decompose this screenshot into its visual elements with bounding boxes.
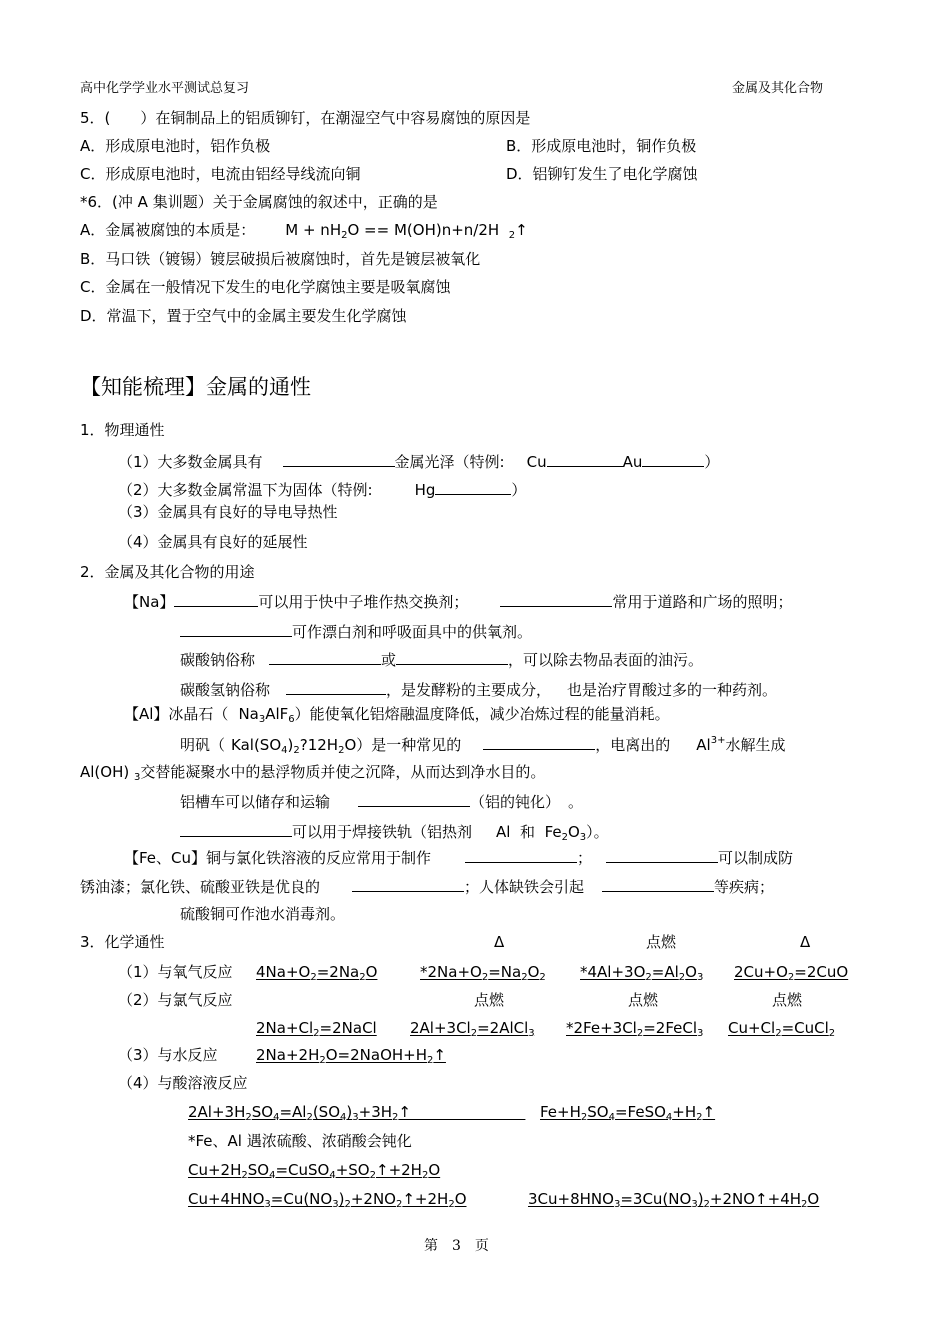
uses-fe-line-2: 锈油漆；氯化铁、硫酸亚铁是优良的 ；人体缺铁会引起 等疾病； [80, 875, 774, 897]
blank [547, 450, 623, 467]
blank [465, 846, 577, 863]
eq-al-cl2: $2Al+3Cl_2=2AlCl_3$ [410, 1019, 535, 1039]
uses-na-line-3: 碳酸钠俗称 或 ，可以除去物品表面的油污。 [180, 648, 703, 670]
eq-na-cl2: $2Na+Cl_2=2NaCl$ [256, 1019, 377, 1039]
q5-option-c: C．形成原电池时，电流由铝经导线流向铜 [80, 165, 361, 183]
blank [283, 450, 395, 467]
header-left: 高中化学学业水平测试总复习 [80, 81, 250, 96]
blank [602, 875, 714, 892]
condition-ignite-3: 点燃 [628, 991, 659, 1009]
eq-na-o2: $4Na+O_2=2Na_2O$ [256, 963, 378, 983]
q6-option-d: D．常温下，置于空气中的金属主要发生化学腐蚀 [80, 307, 407, 325]
uses-heading: 2．金属及其化合物的用途 [80, 563, 255, 581]
cl2-label: （2）与氯气反应 [118, 991, 233, 1009]
section-title: 【知能梳理】金属的通性 [80, 375, 311, 399]
blank [352, 875, 464, 892]
eq-cu-h2so4: $Cu+2H_2SO_4=CuSO_4+SO_2↑+2H_2O$ [188, 1161, 441, 1181]
chemical-heading: 3．化学通性 [80, 933, 165, 951]
eq-cu-o2: $2Cu+O_2=2CuO$ [734, 963, 849, 983]
uses-na-line-2: 可作漂白剂和呼吸面具中的供氧剂。 [180, 620, 532, 642]
uses-na-line-4: 碳酸氢钠俗称 ，是发酵粉的主要成分， 也是治疗胃酸过多的一种药剂。 [180, 678, 777, 700]
header-right: 金属及其化合物 [732, 81, 824, 96]
q6-option-a [80, 220, 528, 240]
eq-fe-h2so4: $Fe+H_2SO_4=FeSO_4+H_2↑$ [540, 1103, 716, 1123]
condition-heat-2: Δ [800, 933, 811, 951]
condition-ignite-1: 点燃 [646, 933, 677, 951]
uses-al-line-4: 铝槽车可以储存和运输 （铝的钝化） 。 [180, 790, 583, 812]
uses-al-line-5: 可以用于焊接铁轨（铝热剂 Al 和 $Fe_2O_3$）。 [180, 820, 609, 842]
eq-na-h2o: $2Na+2H_2O=2NaOH+H_2↑$ [256, 1046, 446, 1066]
physical-item-2: （2）大多数金属常温下为固体（特例: Hg ） [118, 478, 526, 500]
q6-option-c: C．金属在一般情况下发生的电化学腐蚀主要是吸氧腐蚀 [80, 278, 451, 296]
eq-cu-cl2: $Cu+Cl_2=CuCl_2$ [728, 1019, 836, 1039]
blank [358, 790, 470, 807]
blank [483, 733, 595, 750]
uses-fe-line-1: 【Fe、Cu】铜与氯化铁溶液的反应常用于制作 ； 可以制成防 [124, 846, 793, 868]
physical-item-1: （1）大多数金属具有 金属光泽（特例: Cu Au ） [118, 450, 719, 472]
eq-cu-hno3-dilute: $3Cu+8HNO_3=3Cu(NO_3)_2+2NO↑+4H_2O$ [528, 1190, 820, 1210]
uses-al-line-1: 【Al】冰晶石（ $Na_3AlF_6$）能使氧化铝熔融温度降低，减少冶炼过程的能量消耗。 [124, 705, 670, 725]
blank [269, 648, 381, 665]
blank [180, 620, 292, 637]
condition-ignite-4: 点燃 [772, 991, 803, 1009]
blank [642, 450, 704, 467]
eq-al-h2so4: $2Al+3H_2SO_4=Al_2(SO_4)_3+3H_2↑$ [188, 1103, 526, 1123]
page-number: 第 3 页 [424, 1238, 489, 1254]
blank [396, 648, 508, 665]
eq-cu-hno3-conc: $Cu+4HNO_3=Cu(NO_3)_2+2NO_2↑+2H_2O$ [188, 1190, 467, 1210]
acid-label: （4）与酸溶液反应 [118, 1074, 248, 1092]
q6-option-b: B．马口铁（镀锡）镀层破损后被腐蚀时，首先是镀层被氧化 [80, 250, 481, 268]
uses-cu-line: 硫酸铜可作池水消毒剂。 [180, 905, 346, 923]
eq-fe-cl2: $*2Fe+3Cl_2=2FeCl_3$ [566, 1019, 704, 1039]
h2o-label: （3）与水反应 [118, 1046, 218, 1064]
q5-option-a: A．形成原电池时，铝作负极 [80, 137, 271, 155]
physical-heading: 1．物理通性 [80, 421, 165, 439]
q6-a-label: A．金属被腐蚀的本质是： [80, 221, 256, 239]
blank [286, 678, 386, 695]
q5-option-d: D．铝铆钉发生了电化学腐蚀 [506, 165, 698, 183]
blank [500, 590, 612, 607]
q5-option-b: B．形成原电池时，铜作负极 [506, 137, 697, 155]
uses-na-line-1: 【Na】 可以用于快中子堆作热交换剂； 常用于道路和广场的照明； [124, 590, 792, 612]
physical-item-3: （3）金属具有良好的导电导热性 [118, 503, 338, 521]
condition-ignite-2: 点燃 [474, 991, 505, 1009]
condition-heat-1: Δ [494, 933, 505, 951]
q6-a-eq: $M + nH_2O == M(OH)n+n/2H$ $_2$↑ [285, 221, 528, 241]
passivation-note: *Fe、Al 遇浓硫酸、浓硝酸会钝化 [188, 1132, 412, 1150]
physical-item-4: （4）金属具有良好的延展性 [118, 533, 308, 551]
q6-stem: *6．(冲 A 集训题）关于金属腐蚀的叙述中，正确的是 [80, 193, 438, 211]
blank [174, 590, 258, 607]
o2-label: （1）与氧气反应 [118, 963, 233, 981]
eq-na-o2-heat: $*2Na+O_2=Na_2O_2$ [420, 963, 546, 983]
blank [180, 820, 292, 837]
blank [435, 478, 511, 495]
uses-al-line-2: 明矾（ $Kal(SO_4)_2?12H_2O$）是一种常见的 ，电离出的 $Al^{3+}$水解生成 [180, 735, 786, 756]
blank [606, 846, 718, 863]
eq-al-o2: $*4Al+3O_2=Al_2O_3$ [580, 963, 704, 983]
q5-stem: 5．( ）在铜制品上的铝质铆钉，在潮湿空气中容易腐蚀的原因是 [80, 109, 531, 127]
uses-al-line-3: Al(OH) $_3$交替能凝聚水中的悬浮物质并使之沉降，从而达到净水目的。 [80, 763, 546, 783]
